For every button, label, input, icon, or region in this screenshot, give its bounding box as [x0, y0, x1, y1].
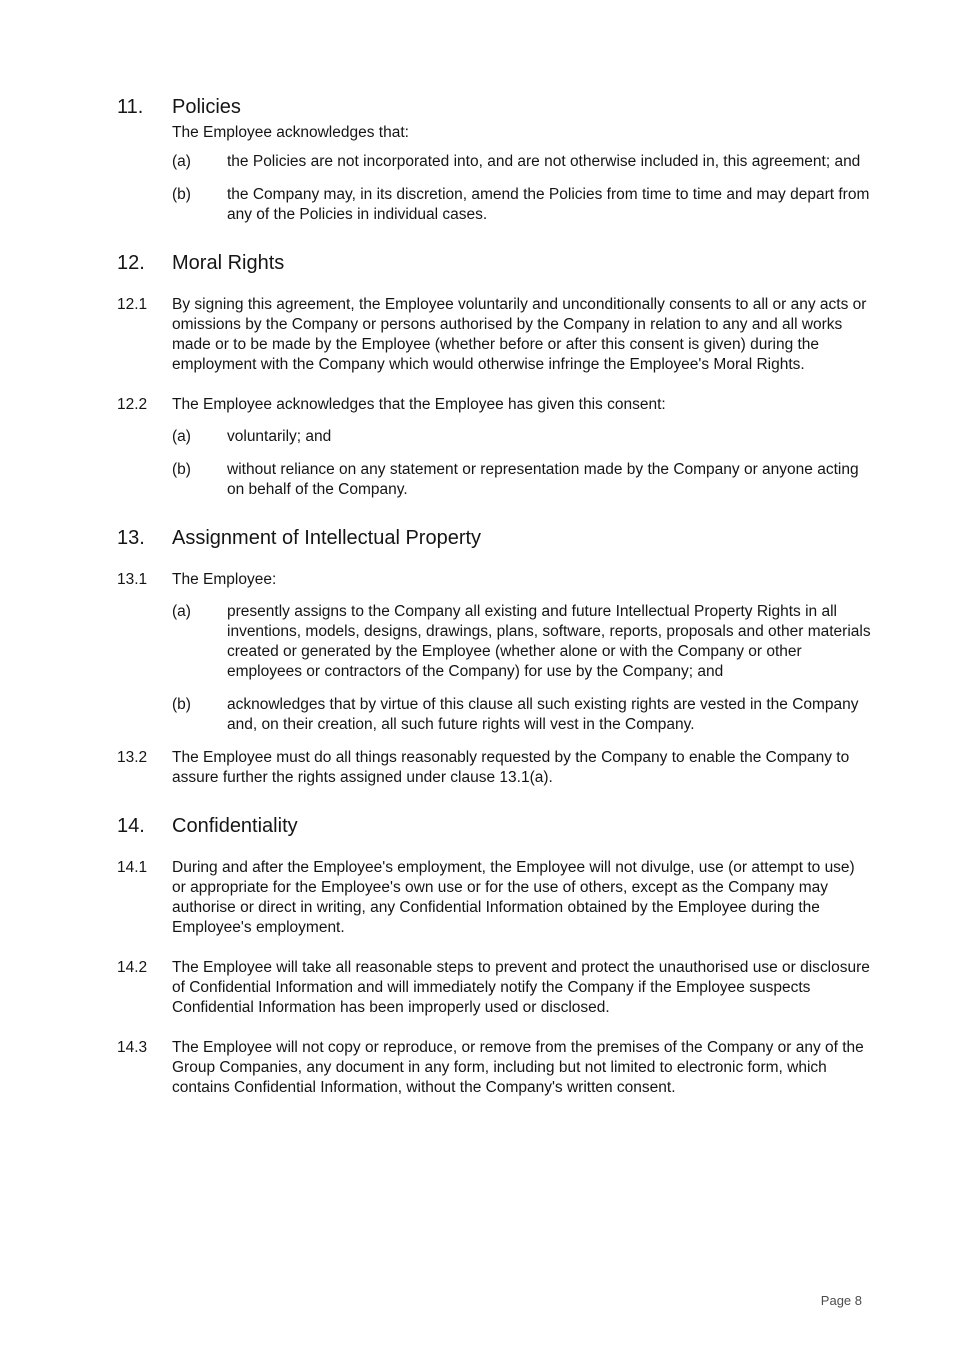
subclause-row [117, 152, 871, 172]
subclause-row [117, 695, 871, 735]
subclause-row [117, 460, 871, 500]
subclause-text: the Company may, in its discretion, amend the Policies from time to time and may depart from any of the Policies in individual cases. [227, 186, 870, 223]
section-moral-rights [117, 251, 871, 500]
clause-row [117, 958, 871, 1018]
clause-number: 14.3 [117, 1039, 148, 1056]
page-number-label: Page 8 [820, 1293, 862, 1308]
clause-row [117, 748, 871, 788]
clause-number: 14.2 [117, 959, 148, 976]
subclause-marker: (b) [172, 696, 191, 713]
clause-intro [117, 123, 871, 143]
clause-number: 13.1 [117, 571, 148, 588]
clause-text: The Employee will not copy or reproduce, or remove from the premises of the Company or any of the Group Companies, any document in any form, including but not limited to electronic form, which contains Confidential Information, without the Company's written consent. [172, 1039, 864, 1096]
subclause-row [117, 602, 871, 682]
subclause-marker: (a) [172, 603, 191, 620]
subclause-marker: (a) [172, 153, 191, 170]
clause-number: 13.2 [117, 749, 148, 766]
subclause-text: the Policies are not incorporated into, and are not otherwise included in, this agreement; and [227, 153, 861, 170]
section-title: Policies [172, 96, 241, 118]
section-assignment-ip [117, 526, 871, 788]
clause-number: 14.1 [117, 859, 148, 876]
subclause-marker: (b) [172, 186, 191, 203]
subclause-row [117, 185, 871, 225]
subclause-text: without reliance on any statement or representation made by the Company or anyone acting on behalf of the Company. [227, 461, 859, 498]
section-number: 12. [117, 252, 145, 274]
clause-text: By signing this agreement, the Employee voluntarily and unconditionally consents to all or any acts or omissions by the Company or persons authorised by the Company in relation to any and all works made or to be made by the Employee (whether before or after this consent is given) during the employment with the Company which would otherwise infringe the Employee's Moral Rights. [172, 296, 867, 373]
subclause-marker: (a) [172, 428, 191, 445]
section-policies [117, 95, 871, 225]
section-title: Confidentiality [172, 815, 298, 837]
section-heading [117, 526, 871, 550]
clause-text: The Employee acknowledges that: [172, 124, 409, 141]
section-title: Assignment of Intellectual Property [172, 527, 482, 549]
clause-row [117, 570, 871, 590]
section-heading [117, 814, 871, 838]
section-title: Moral Rights [172, 252, 285, 274]
section-number: 14. [117, 815, 145, 837]
clause-text: The Employee: [172, 571, 277, 588]
subclause-text: voluntarily; and [227, 428, 332, 445]
subclause-text: presently assigns to the Company all existing and future Intellectual Property Rights in all inventions, models, designs, drawings, plans, software, reports, proposals and other materials created or generated by the Employee (whether alone or with the Company or other employees or contractors of the Company) for use by the Company; and [227, 603, 871, 680]
clause-text: During and after the Employee's employment, the Employee will not divulge, use (or attempt to use) or appropriate for the Employee's own use or for the use of others, except as the Company may authorise or direct in writing, any Confidential Information obtained by the Employee during the Employee's employment. [172, 859, 855, 936]
section-confidentiality [117, 814, 871, 1098]
subclause-text: acknowledges that by virtue of this clause all such existing rights are vested in the Company and, on their creation, all such future rights will vest in the Company. [227, 696, 859, 733]
section-number: 11. [117, 96, 144, 118]
clause-row [117, 858, 871, 938]
clause-text: The Employee acknowledges that the Employee has given this consent: [172, 396, 666, 413]
clause-text: The Employee will take all reasonable steps to prevent and protect the unauthorised use or disclosure of Confidential Information and will immediately notify the Company if the Employee suspects Confidential Information has been improperly used or disclosed. [172, 959, 870, 1016]
clause-text: The Employee must do all things reasonably requested by the Company to enable the Company to assure further the rights assigned under clause 13.1(a). [172, 749, 850, 786]
section-number: 13. [117, 527, 145, 549]
clause-number: 12.2 [117, 396, 148, 413]
clause-number: 12.1 [117, 296, 148, 313]
subclause-marker: (b) [172, 461, 191, 478]
section-heading [117, 95, 871, 119]
subclause-row [117, 427, 871, 447]
section-heading [117, 251, 871, 275]
clause-row [117, 1038, 871, 1098]
clause-row [117, 295, 871, 375]
clause-row [117, 395, 871, 415]
